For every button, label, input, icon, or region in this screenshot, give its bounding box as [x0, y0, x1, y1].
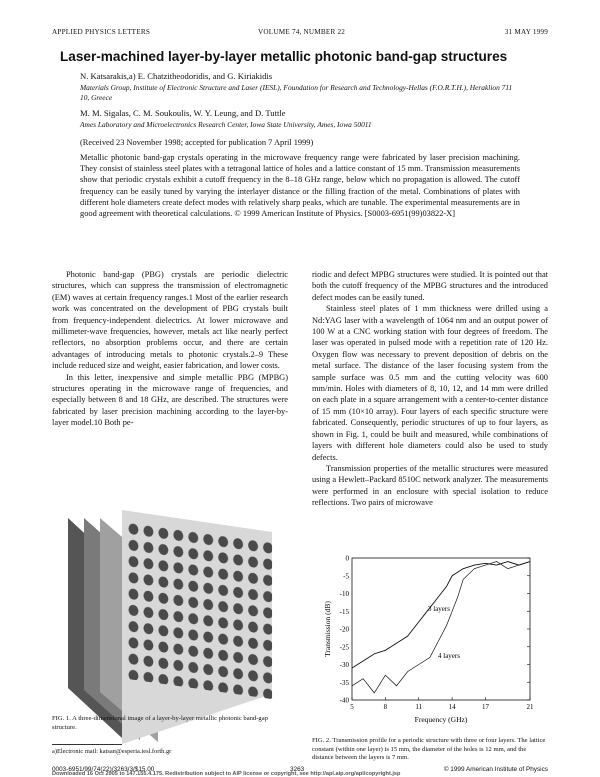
footer-copyright: © 1999 American Institute of Physics — [443, 766, 548, 773]
figure-1-layered-structure — [60, 508, 280, 748]
figure-2-transmission-chart — [318, 548, 544, 728]
annotation-3-layers: 3 layers — [428, 605, 450, 613]
download-notice: Downloaded 16 Oct 2005 to 147.155.4.175. Redistribution subject to AIP license or copyright, see http://apl.aip.org/apl/copyright.jsp — [52, 771, 401, 777]
x-tick-label: 8 — [383, 703, 388, 711]
y-tick-label: 0 — [345, 554, 349, 563]
issue-date: 31 MAY 1999 — [504, 28, 548, 36]
y-axis-label: Transmission (dB) — [323, 601, 332, 657]
page-number: 3263 — [290, 766, 305, 773]
footnote-divider — [52, 744, 122, 745]
x-axis-label: Frequency (GHz) — [414, 715, 468, 724]
y-tick-label: -35 — [339, 678, 349, 687]
journal-name: APPLIED PHYSICS LETTERS — [52, 28, 151, 36]
right-column — [312, 269, 548, 509]
x-tick-label: 21 — [526, 703, 534, 711]
paragraph: Photonic band-gap (PBG) crystals are periodic dielectric structures, which can suppress the transmission of electromagnetic (EM) waves at certain frequency ranges.1 Most of the earlier research work was concentrated on the development of PBG crystals built from frequency-independent dielectrics. At lower microwave and millimeter-wave frequencies, however, metals act like nearly perfect reflectors, no absorption problems occur, and there are certain advantages of introducing metals to photonic crystals.2–9 These include reduced size and weight, easier fabrication, and lower costs. — [52, 270, 288, 371]
paragraph: Transmission properties of the metallic structures were measured using a Hewlett–Packard 8510C network analyzer. The measurements were performed in an enclosure with special isolation to reduce reflections. Two pairs of microwave — [312, 463, 548, 508]
abstract-copyright: © 1999 American Institute of Physics. [S0003-6951(99)03822-X] — [234, 209, 456, 219]
figure-2-caption: FIG. 2. Transmission profile for a periodic structure with three or four layers. The lattice constant (within one layer) is 15 mm, the diameter of the holes is 12 mm, and the distance between the layers is 7 mm. — [312, 737, 546, 762]
x-tick-label: 14 — [448, 703, 456, 711]
x-tick-label: 11 — [415, 703, 423, 711]
footer-issn: 0003-6951/99/74(22)/3263/3/$15.00 — [52, 766, 155, 773]
annotation-4-layers: 4 layers — [438, 652, 460, 660]
paper-title: Laser-machined layer-by-layer metallic photonic band-gap structures — [60, 49, 508, 64]
y-tick-label: -25 — [339, 643, 349, 652]
plate-front — [122, 510, 272, 744]
volume-label: VOLUME 74, NUMBER 22 — [258, 28, 346, 36]
footnote: a)Electronic mail: katsan@esperia.iesl.forth.gr — [52, 748, 172, 755]
y-tick-label: -20 — [339, 625, 349, 634]
paragraph: Stainless steel plates of 1 mm thickness were drilled using a Nd:YAG laser with a wavelength of 1064 nm and an output power of 100 W at a CNC working station with four degrees of freedom. The laser was operated in pulsed mode with a repetition rate of 120 Hz. Oxygen flow was necessary to prevent deposition of debris on the metal surface. The distance of the laser focusing system from the sample surface was 0.5 mm and the cutting velocity was 600 mm/min. Holes with diameters of 8, 10, 12, and 14 mm were drilled on each plate in a square arrangement with a center-to-center distance of 15 mm (10×10 array). Four layers of each specific structure were fabricated. Consequently, periodic structures of up to four layers, as shown in Fig. 1, could be built and measured, while combinations of layers with different hole diameters could also be used to study defects. — [312, 304, 548, 462]
y-tick-label: -10 — [339, 590, 349, 598]
author-list-2: M. M. Sigalas, C. M. Soukoulis, W. Y. Leung, and D. Tuttle — [80, 108, 286, 118]
x-tick-label: 17 — [482, 703, 489, 711]
y-tick-label: -15 — [339, 607, 349, 616]
x-tick-label: 5 — [350, 703, 354, 711]
paragraph: In this letter, inexpensive and simple metallic PBG (MPBG) structures operating in the microwave range of frequencies, and especially between 8 and 18 GHz, are described. The structures were fabricated by laser precision machining according to the layer-by-layer model.10 Both pe- — [52, 372, 288, 428]
paragraph: riodic and defect MPBG structures were studied. It is pointed out that both the cutoff frequency of the MPBG structures and the introduced defect modes can be easily tuned. — [312, 270, 548, 302]
abstract — [80, 152, 520, 219]
author-list-1: N. Katsarakis,a) E. Chatzitheodoridis, and G. Kiriakidis — [80, 71, 273, 81]
y-tick-label: -5 — [343, 572, 349, 581]
figure-1-caption: FIG. 1. A three-dimensional image of a layer-by-layer metallic photonic band-gap structure. — [52, 715, 268, 731]
plot-frame — [352, 558, 530, 700]
series-line-4-layers — [352, 562, 530, 693]
y-tick-label: -40 — [339, 696, 349, 705]
received-dates: (Received 23 November 1998; accepted for publication 7 April 1999) — [80, 138, 314, 147]
affiliation-2: Ames Laboratory and Microelectronics Research Center, Iowa State University, Ames, Iowa 50011 — [80, 120, 372, 129]
abstract-text: Metallic photonic band-gap crystals operating in the microwave frequency range were fabricated by laser precision machining. They consist of stainless steel plates with a tetragonal lattice of holes and a lattice constant of 15 mm. Transmission measurements show that periodic crystals exhibit a cutoff frequency in the 8–18 GHz range, below which no propagation is allowed. The cutoff frequency can be easily tuned by varying the interlayer distance or the filling fraction of the metal. Combinations of plates with different hole diameters create defect modes with relatively sharp peaks, which are tunable. The experimental measurements are in good agreement with theoretical calculations. — [80, 153, 520, 219]
y-tick-label: -30 — [339, 661, 349, 669]
left-column — [52, 269, 288, 429]
affiliation-1: Materials Group, Institute of Electronic Structure and Laser (IESL), Foundation for Research and Technology-Hellas (F.O.R.T.H.), Heraklion 711 10, Greece — [80, 83, 513, 102]
